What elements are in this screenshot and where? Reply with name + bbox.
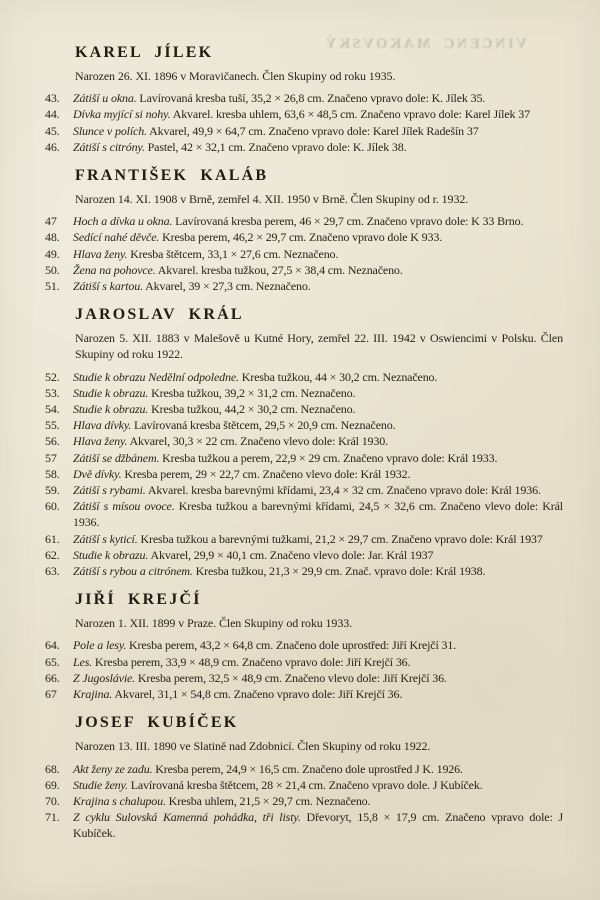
entry-text: Zátiší se džbánem. Kresba tužkou a perem, 22,9 × 29 cm. Značeno vpravo dole: Král 1933. xyxy=(73,450,498,465)
catalog-entry xyxy=(45,433,563,449)
entry-number: 55. xyxy=(45,418,60,433)
entry-text: Zátiší s mísou ovoce. Kresba tužkou a barevnými křídami, 24,5 × 32,6 cm. Značeno vlevo dole: Král 1936. xyxy=(73,499,563,530)
entry-text: Studie k obrazu. Akvarel, 29,9 × 40,1 cm. Značeno vlevo dole: Jar. Král 1937 xyxy=(73,547,434,562)
entry-text: Pole a lesy. Kresba perem, 43,2 × 64,8 cm. Značeno dole uprostřed: Jiří Krejčí 31. xyxy=(73,638,457,653)
entry-number: 52. xyxy=(45,369,60,384)
catalog-entry xyxy=(45,213,563,229)
entry-title: Studie ženy. xyxy=(73,777,128,792)
entry-number: 56. xyxy=(45,434,60,449)
catalog-entry xyxy=(45,761,563,777)
catalog-entry xyxy=(45,229,563,245)
entry-title: Krajina. xyxy=(73,687,113,702)
entry-number: 43. xyxy=(45,91,60,106)
entry-title: Dívka myjící si nohy. xyxy=(73,107,171,122)
entry-text: Hlava dívky. Lavírovaná kresba štětcem, 29,5 × 20,9 cm. Neznačeno. xyxy=(73,418,396,433)
entry-title: Hoch a dívka u okna. xyxy=(73,214,173,229)
entry-text: Žena na pohovce. Akvarel. kresba tužkou, 27,5 × 38,4 cm. Neznačeno. xyxy=(73,262,403,277)
catalog-entry xyxy=(45,777,563,793)
catalog-entry xyxy=(45,123,563,139)
entry-text: Zátiší s kyticí. Kresba tužkou a barevnými tužkami, 21,2 × 29,7 cm. Značeno vpravo dole: Král 1937 xyxy=(73,531,543,546)
artist-section xyxy=(45,712,563,841)
catalog-entry xyxy=(45,401,563,417)
catalog-entry xyxy=(45,417,563,433)
entry-title: Zátiší s kartou. xyxy=(73,279,143,294)
entry-number: 71. xyxy=(45,810,60,825)
entry-number: 49. xyxy=(45,246,60,261)
catalog-entry xyxy=(45,793,563,809)
entry-text: Studie k obrazu. Kresba tužkou, 44,2 × 30,2 cm. Neznačeno. xyxy=(73,402,356,417)
entry-text: Akt ženy ze zadu. Kresba perem, 24,9 × 16,5 cm. Značeno dole uprostřed J K. 1926. xyxy=(73,761,463,776)
entry-title: Studie k obrazu. xyxy=(73,547,149,562)
catalog-entry xyxy=(45,498,563,530)
entry-number: 67 xyxy=(45,687,57,702)
entry-number: 59. xyxy=(45,483,60,498)
entry-title: Z Jugoslávie. xyxy=(73,670,136,685)
catalog-entry xyxy=(45,654,563,670)
entry-title: Z cyklu Sulovská Kamenná pohádka, tři listy. xyxy=(73,810,301,825)
entry-number: 51. xyxy=(45,279,60,294)
catalog-entry xyxy=(45,369,563,385)
catalog-entry xyxy=(45,531,563,547)
catalog-sections xyxy=(45,42,563,842)
catalog-entry xyxy=(45,547,563,563)
entry-number: 68. xyxy=(45,761,60,776)
entry-number: 54. xyxy=(45,402,60,417)
entry-title: Zátiší se džbánem. xyxy=(73,450,160,465)
catalog-entry xyxy=(45,450,563,466)
entry-text: Studie k obrazu. Kresba tužkou, 39,2 × 31,2 cm. Neznačeno. xyxy=(73,385,356,400)
entry-text: Z Jugoslávie. Kresba perem, 32,5 × 48,9 cm. Značeno vlevo dole: Jiří Krejčí 36. xyxy=(73,670,447,685)
entry-number: 61. xyxy=(45,531,60,546)
entry-number: 63. xyxy=(45,564,60,579)
catalog-entry xyxy=(45,686,563,702)
catalog-entry xyxy=(45,262,563,278)
entry-number: 65. xyxy=(45,654,60,669)
show-through-ghost-text: VINCENC MAKOVSKÝ xyxy=(323,36,527,52)
entry-title: Žena na pohovce. xyxy=(73,262,156,277)
entry-text: Les. Kresba perem, 33,9 × 48,9 cm. Značeno vpravo dole: Jiří Krejčí 36. xyxy=(73,654,411,669)
catalog-entry xyxy=(45,385,563,401)
catalog-entry xyxy=(45,637,563,653)
artist-section xyxy=(45,304,563,579)
entry-title: Studie k obrazu. xyxy=(73,402,149,417)
catalog-entry xyxy=(45,90,563,106)
entry-text: Hlava ženy. Akvarel, 30,3 × 22 cm. Značeno vlevo dole: Král 1930. xyxy=(73,434,388,449)
entry-title: Pole a lesy. xyxy=(73,638,127,653)
entry-number: 44. xyxy=(45,107,60,122)
entry-text: Krajina s chalupou. Kresba uhlem, 21,5 × 29,7 cm. Neznačeno. xyxy=(73,793,371,808)
artist-heading: JAROSLAV KRÁL xyxy=(75,306,244,324)
entry-title: Hlava ženy. xyxy=(73,434,128,449)
artist-heading: JOSEF KUBÍČEK xyxy=(75,714,239,732)
artist-bio: Narozen 26. XI. 1896 v Moravičanech. Člen Skupiny od roku 1935. xyxy=(75,69,396,83)
entry-text: Studie ženy. Lavírovaná kresba štětcem, 28 × 21,4 cm. Značeno vpravo dole. J Kubíček. xyxy=(73,777,483,792)
artist-bio: Narozen 5. XII. 1883 v Malešově u Kutné Hory, zemřel 22. III. 1942 v Oswiencimi v Polsku. Člen Skupiny od roku 1922. xyxy=(75,331,563,362)
entry-title: Sedící nahé děvče. xyxy=(73,230,160,245)
entry-title: Zátiší s mísou ovoce. xyxy=(73,499,175,514)
entry-text: Hlava ženy. Kresba štětcem, 33,1 × 27,6 cm. Neznačeno. xyxy=(73,246,339,261)
entry-text: Z cyklu Sulovská Kamenná pohádka, tři listy. Dřevoryt, 15,8 × 17,9 cm. Značeno vpravo dole: J Kubíček. xyxy=(73,810,563,841)
entry-text: Dívka myjící si nohy. Akvarel. kresba uhlem, 63,6 × 48,5 cm. Značeno vpravo dole: Karel Jílek 37 xyxy=(73,107,530,122)
artist-section xyxy=(45,165,563,294)
entry-title: Zátiší s kyticí. xyxy=(73,531,138,546)
entry-title: Slunce v polích. xyxy=(73,123,147,138)
entry-number: 57 xyxy=(45,450,57,465)
entry-text: Zátiší s rybami. Akvarel. kresba barevnými křídami, 23,4 × 32 cm. Značeno vpravo dole: Král 1936. xyxy=(73,483,541,498)
entry-title: Studie k obrazu. xyxy=(73,385,149,400)
entry-text: Sedící nahé děvče. Kresba perem, 46,2 × 29,7 cm. Značeno vpravo dole K 933. xyxy=(73,230,443,245)
entry-text: Zátiší u okna. Lavírovaná kresba tuší, 35,2 × 26,8 cm. Značeno vpravo dole: K. Jílek 35. xyxy=(73,91,486,106)
entry-list xyxy=(45,90,563,155)
entry-number: 46. xyxy=(45,139,60,154)
entry-text: Zátiší s citróny. Pastel, 42 × 32,1 cm. Značeno vpravo dole: K. Jílek 38. xyxy=(73,139,407,154)
entry-text: Zátiší s rybou a citrónem. Kresba tužkou, 21,3 × 29,9 cm. Znač. vpravo dole: Král 1938. xyxy=(73,564,486,579)
catalog-entry xyxy=(45,278,563,294)
catalog-entry xyxy=(45,482,563,498)
entry-number: 53. xyxy=(45,385,60,400)
entry-list xyxy=(45,369,563,580)
artist-heading: FRANTIŠEK KALÁB xyxy=(75,167,269,185)
entry-list xyxy=(45,761,563,842)
entry-title: Hlava dívky. xyxy=(73,418,132,433)
entry-number: 47 xyxy=(45,214,57,229)
entry-number: 50. xyxy=(45,262,60,277)
artist-bio: Narozen 13. III. 1890 ve Slatině nad Zdobnicí. Člen Skupiny od roku 1922. xyxy=(75,739,431,754)
catalog-entry xyxy=(45,670,563,686)
entry-title: Zátiší u okna. xyxy=(73,91,137,106)
entry-title: Les. xyxy=(73,654,93,669)
catalog-entry xyxy=(45,466,563,482)
entry-number: 45. xyxy=(45,123,60,138)
entry-title: Akt ženy ze zadu. xyxy=(73,761,153,776)
entry-title: Zátiší s rybou a citrónem. xyxy=(73,564,193,579)
entry-number: 60. xyxy=(45,499,60,514)
catalog-entry xyxy=(45,246,563,262)
entry-number: 58. xyxy=(45,466,60,481)
entry-number: 48. xyxy=(45,230,60,245)
entry-title: Krajina s chalupou. xyxy=(73,793,166,808)
entry-title: Zátiší s citróny. xyxy=(73,139,145,154)
entry-number: 69. xyxy=(45,777,60,792)
entry-text: Dvě dívky. Kresba perem, 29 × 22,7 cm. Značeno vlevo dole: Král 1932. xyxy=(73,466,411,481)
entry-text: Zátiší s kartou. Akvarel, 39 × 27,3 cm. Neznačeno. xyxy=(73,279,311,294)
entry-title: Dvě dívky. xyxy=(73,466,122,481)
entry-number: 62. xyxy=(45,547,60,562)
entry-number: 66. xyxy=(45,670,60,685)
artist-bio: Narozen 1. XII. 1899 v Praze. Člen Skupiny od roku 1933. xyxy=(75,616,353,631)
entry-text: Studie k obrazu Nedělní odpoledne. Kresba tužkou, 44 × 30,2 cm. Neznačeno. xyxy=(73,369,438,384)
catalog-entry xyxy=(45,809,563,841)
catalog-entry xyxy=(45,139,563,155)
artist-section xyxy=(45,589,563,702)
entry-number: 64. xyxy=(45,638,60,653)
artist-heading: KAREL JÍLEK xyxy=(75,44,214,61)
artist-section xyxy=(45,42,563,155)
entry-text: Hoch a dívka u okna. Lavírovaná kresba perem, 46 × 29,7 cm. Značeno vpravo dole: K 33 Brno. xyxy=(73,214,524,229)
entry-title: Hlava ženy. xyxy=(73,246,128,261)
catalog-entry xyxy=(45,563,563,579)
entry-number: 70. xyxy=(45,793,60,808)
entry-list xyxy=(45,637,563,702)
artist-heading: JIŘÍ KREJČÍ xyxy=(75,591,202,609)
catalog-entry xyxy=(45,106,563,122)
entry-text: Krajina. Akvarel, 31,1 × 54,8 cm. Značeno vpravo dole: Jiří Krejčí 36. xyxy=(73,687,403,702)
entry-title: Studie k obrazu Nedělní odpoledne. xyxy=(73,369,239,384)
artist-bio: Narozen 14. XI. 1908 v Brně, zemřel 4. XII. 1950 v Brně. Člen Skupiny od r. 1932. xyxy=(75,192,469,207)
entry-title: Zátiší s rybami. xyxy=(73,483,146,498)
entry-text: Slunce v polích. Akvarel, 49,9 × 64,7 cm. Značeno vpravo dole: Karel Jílek Radešín 37 xyxy=(73,123,479,138)
entry-list xyxy=(45,213,563,294)
